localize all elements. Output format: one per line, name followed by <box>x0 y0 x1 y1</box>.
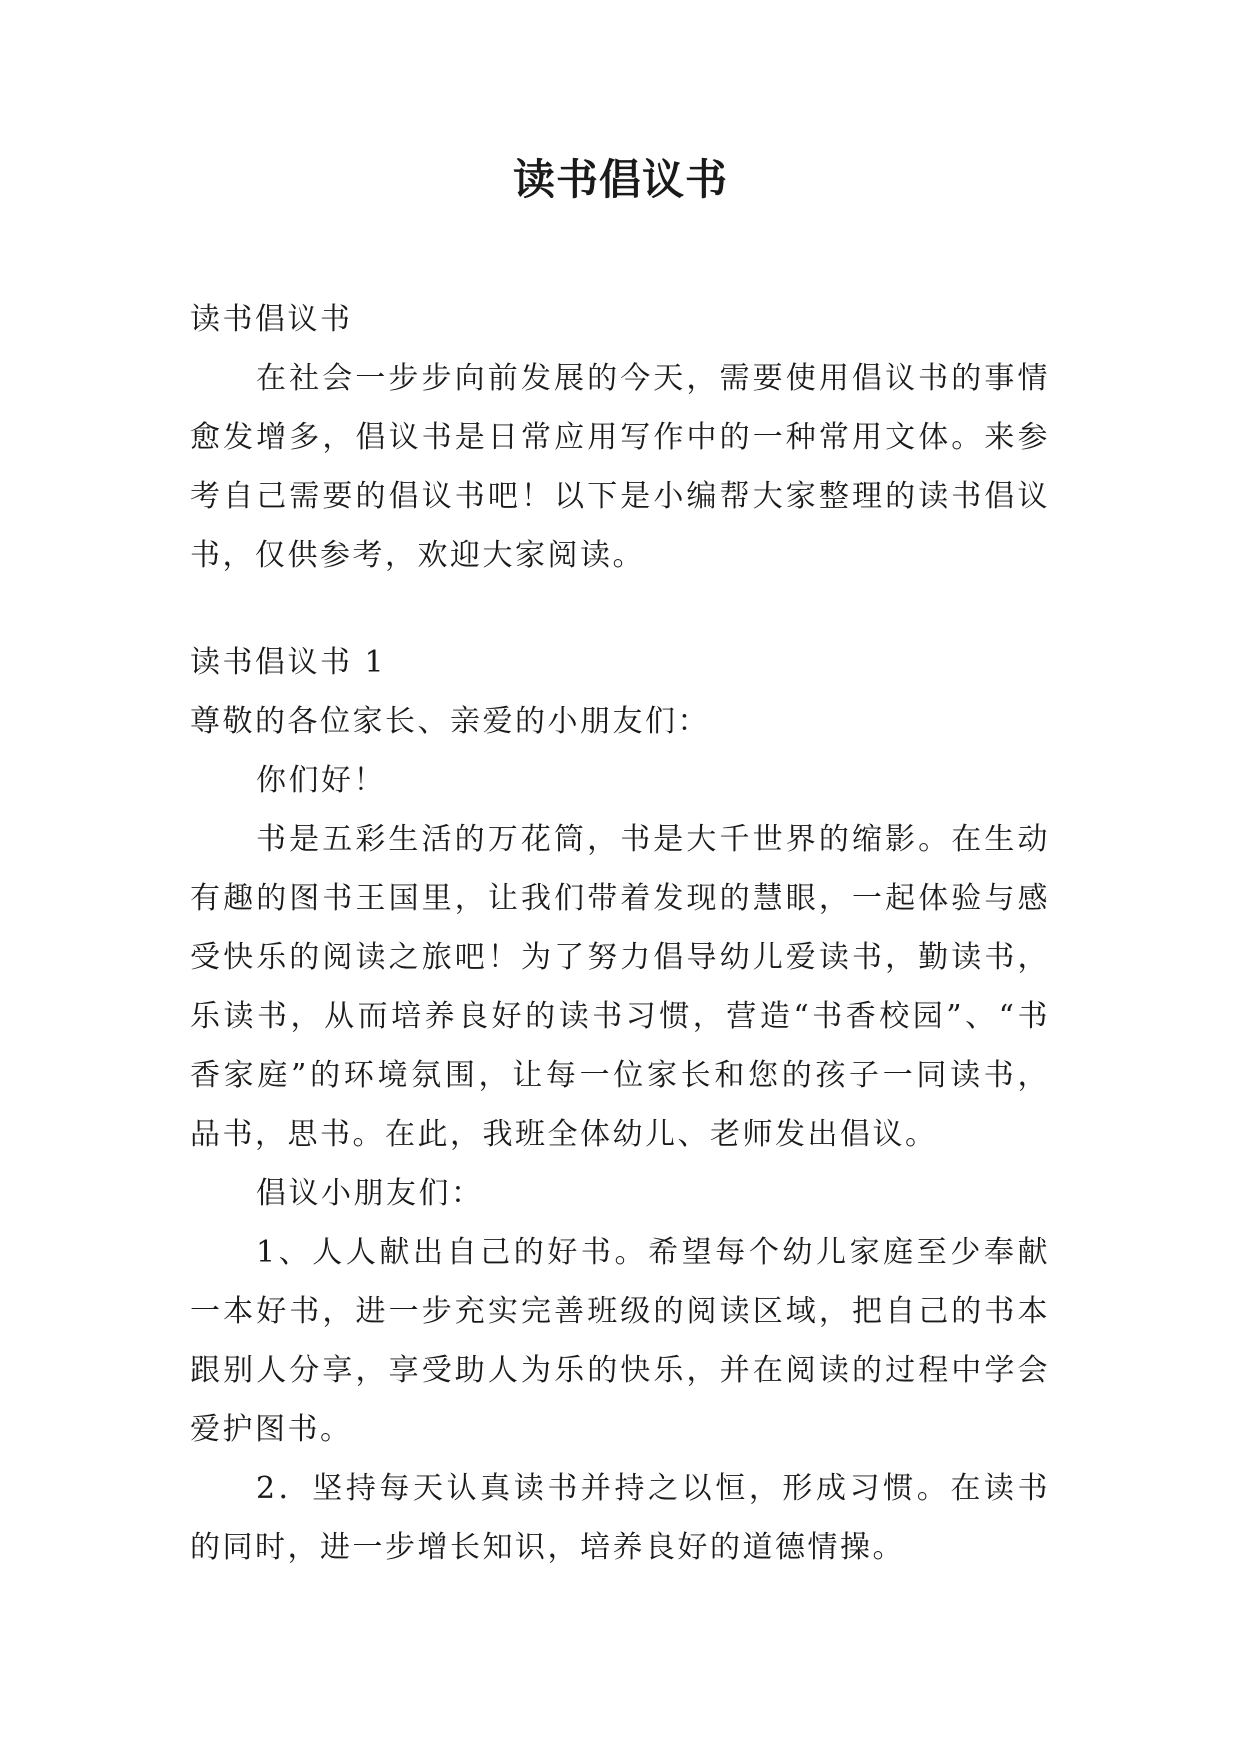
section-spacer <box>190 585 1050 633</box>
section-heading: 读书倡议书 1 <box>190 645 387 680</box>
subtitle: 读书倡议书 <box>190 302 353 337</box>
salutation: 尊敬的各位家长、亲爱的小朋友们： <box>190 704 710 739</box>
proposal-item-2: 2．坚持每天认真读书并持之以恒，形成习惯。在读书的同时，进一步增长知识，培养良好的道德情操。 <box>190 1471 1050 1565</box>
document-title: 读书倡议书 <box>512 155 728 204</box>
document-body <box>190 290 1050 1577</box>
intro-paragraph: 在社会一步步向前发展的今天，需要使用倡议书的事情愈发增多，倡议书是日常应用写作中的一种常用文体。来参考自己需要的倡议书吧！以下是小编帮大家整理的读书倡议书，仅供参考，欢迎大家阅读。 <box>190 361 1050 573</box>
body-paragraph: 书是五彩生活的万花筒，书是大千世界的缩影。在生动有趣的图书王国里，让我们带着发现的慧眼，一起体验与感受快乐的阅读之旅吧！为了努力倡导幼儿爱读书，勤读书，乐读书，从而培养良好的读书习惯，营造“书香校园”、“书香家庭”的环境氛围，让每一位家长和您的孩子一同读书，品书，思书。在此，我班全体幼儿、老师发出倡议。 <box>190 822 1050 1152</box>
kids-heading: 倡议小朋友们： <box>256 1176 484 1211</box>
proposal-item-1: 1、人人献出自己的好书。希望每个幼儿家庭至少奉献一本好书，进一步充实完善班级的阅读区域，把自己的书本跟别人分享，享受助人为乐的快乐，并在阅读的过程中学会爱护图书。 <box>190 1235 1050 1447</box>
greeting: 你们好！ <box>256 763 386 798</box>
